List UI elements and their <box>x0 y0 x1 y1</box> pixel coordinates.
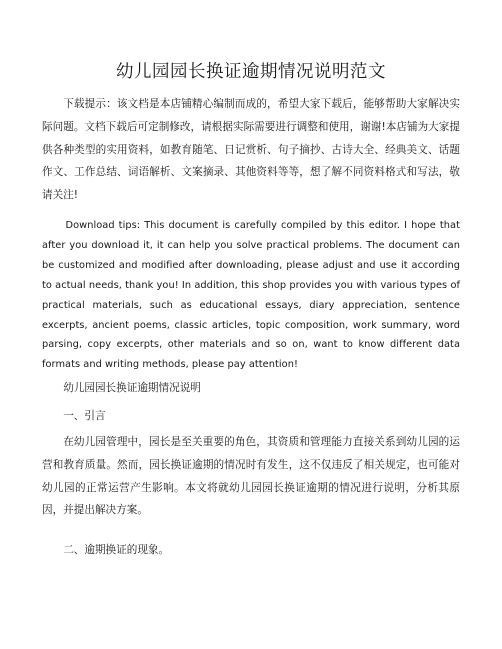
document-title: 幼儿园园长换证逾期情况说明范文 <box>116 62 386 82</box>
section-1-body-block <box>42 431 460 522</box>
download-tip-cn-block <box>42 93 460 207</box>
section-2-heading-block <box>42 539 460 562</box>
download-tip-en-block <box>42 216 460 375</box>
section-heading: 一、引言 <box>63 410 106 422</box>
download-tip-cn: 下载提示：该文档是本店铺精心编制而成的，希望大家下载后，能够帮助大家解决实际问题。文档下载后可定制修改，请根据实际需要进行调整和使用，谢谢!本店铺为大家提供各种类型的实用资料，如教育随笔、日记赏析、句子摘抄、古诗大全、经典美文、话题作文、工作总结、词语解析、文案摘录、其他资料等等，想了解不同资料格式和写法，敬请关注! <box>42 98 460 202</box>
section-paragraph: 在幼儿园管理中，园长是至关重要的角色，其资质和管理能力直接关系到幼儿园的运营和教育质量。然而，园长换证逾期的情况时有发生，这不仅违反了相关规定，也可能对幼儿园的正常运营产生影响。本文将就幼儿园园长换证逾期的情况进行说明，分析其原因，并提出解决方案。 <box>42 436 460 517</box>
document-subtitle: 幼儿园园长换证逾期情况说明 <box>63 382 201 394</box>
document-subtitle-block <box>42 377 460 400</box>
section-1-heading-block <box>42 405 460 428</box>
download-tip-en: Download tips: This document is carefully compiled by this editor. I hope that after you download it, it can help you solve practical problems. The document can be customized and modified after downloading, please adjust and use it according to actual needs, thank you! In addition, this shop provides you with various types of practical materials, such as educational essays, diary appreciation, sentence excerpts, ancient poems, classic articles, topic composition, work summary, word parsing, copy excerpts, other materials and so on, want to know different data formats and writing methods, please pay attention! <box>42 220 460 371</box>
section-heading: 二、逾期换证的现象。 <box>63 544 170 556</box>
